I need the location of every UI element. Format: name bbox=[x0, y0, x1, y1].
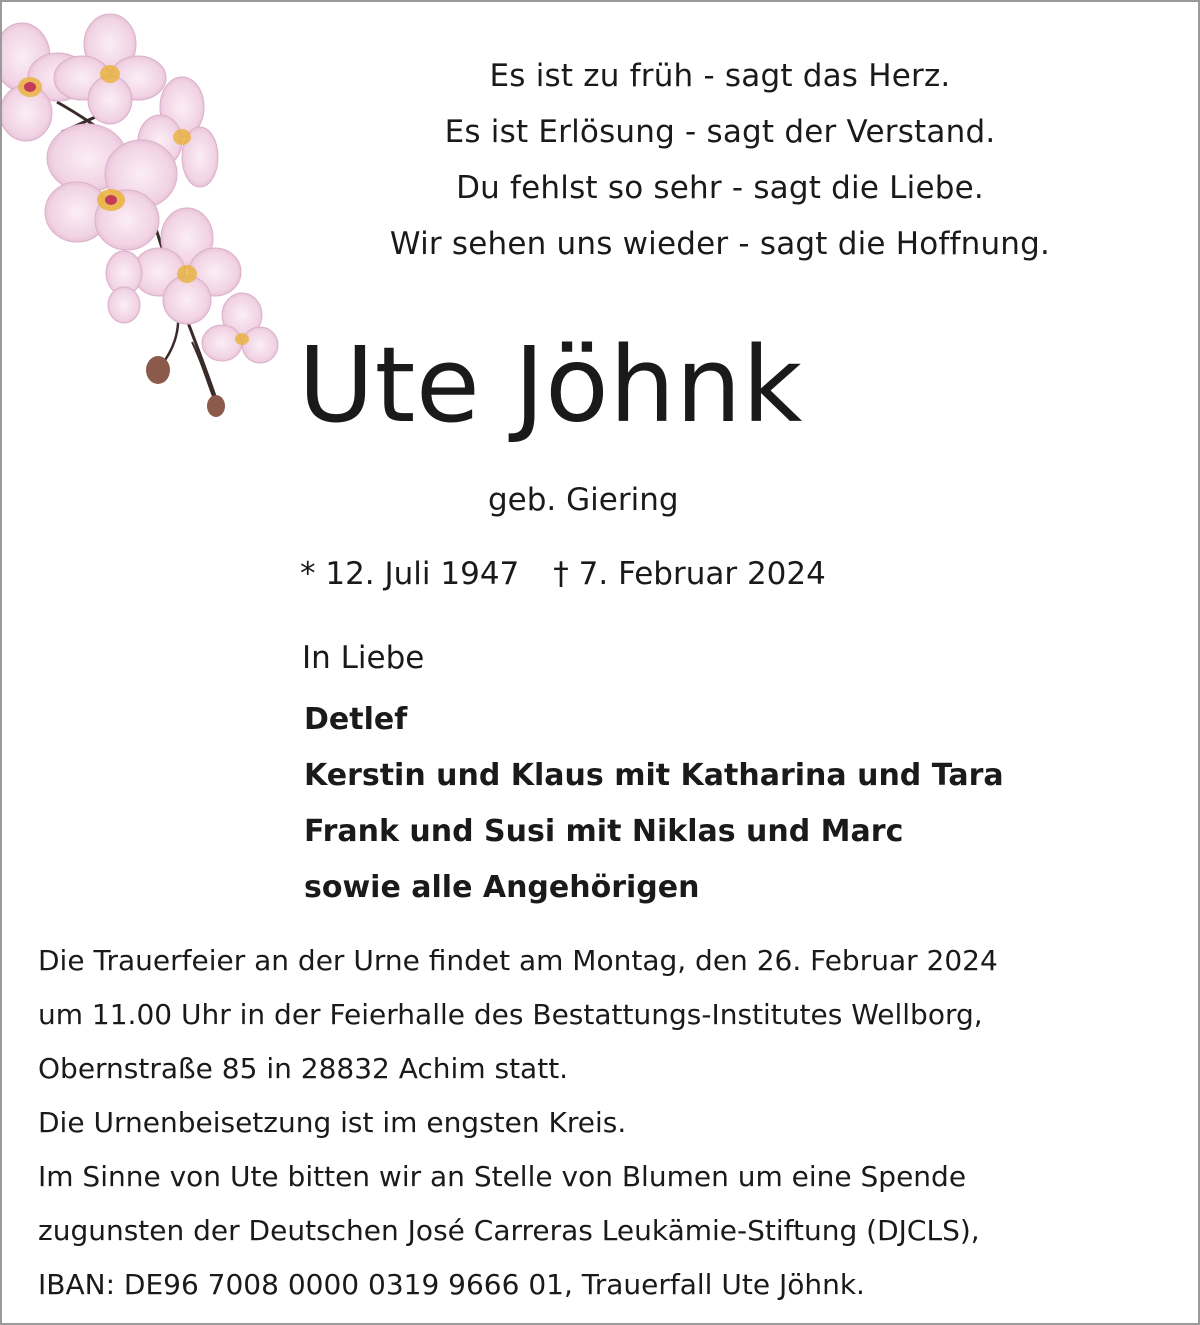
poem-line: Es ist Erlösung - sagt der Verstand. bbox=[444, 114, 996, 150]
deceased-name: Ute Jöhnk bbox=[298, 324, 803, 446]
details-line: Die Urnenbeisetzung ist im engsten Kreis. bbox=[38, 1106, 627, 1139]
details-line: um 11.00 Uhr in der Feierhalle des Bestattungs-Institutes Wellborg, bbox=[38, 998, 983, 1031]
poem-line: Wir sehen uns wieder - sagt die Hoffnung. bbox=[389, 226, 1051, 262]
details-line: Im Sinne von Ute bitten wir an Stelle von Blumen um eine Spende bbox=[38, 1160, 967, 1193]
orchid-branch-icon bbox=[2, 2, 302, 432]
funeral-details bbox=[38, 934, 1178, 1312]
mourners-intro: In Liebe bbox=[302, 640, 425, 676]
mourner-line: Frank und Susi mit Niklas und Marc bbox=[304, 814, 904, 849]
birth-name: geb. Giering bbox=[488, 482, 679, 518]
poem-line: Du fehlst so sehr - sagt die Liebe. bbox=[456, 170, 984, 206]
details-line: Die Trauerfeier an der Urne findet am Montag, den 26. Februar 2024 bbox=[38, 944, 998, 977]
poem-line: Es ist zu früh - sagt das Herz. bbox=[489, 58, 951, 94]
mourner-line: sowie alle Angehörigen bbox=[304, 870, 700, 905]
details-line: IBAN: DE96 7008 0000 0319 9666 01, Trauerfall Ute Jöhnk. bbox=[38, 1268, 865, 1301]
death-date: † 7. Februar 2024 bbox=[553, 556, 826, 592]
life-dates bbox=[300, 552, 826, 596]
mourners-list bbox=[304, 692, 1004, 916]
birth-date: * 12. Juli 1947 bbox=[300, 556, 520, 592]
mourner-line: Detlef bbox=[304, 702, 408, 737]
details-line: Obernstraße 85 in 28832 Achim statt. bbox=[38, 1052, 569, 1085]
mourner-line: Kerstin und Klaus mit Katharina und Tara bbox=[304, 758, 1004, 793]
poem bbox=[320, 48, 1120, 272]
details-line: zugunsten der Deutschen José Carreras Leukämie-Stiftung (DJCLS), bbox=[38, 1214, 980, 1247]
